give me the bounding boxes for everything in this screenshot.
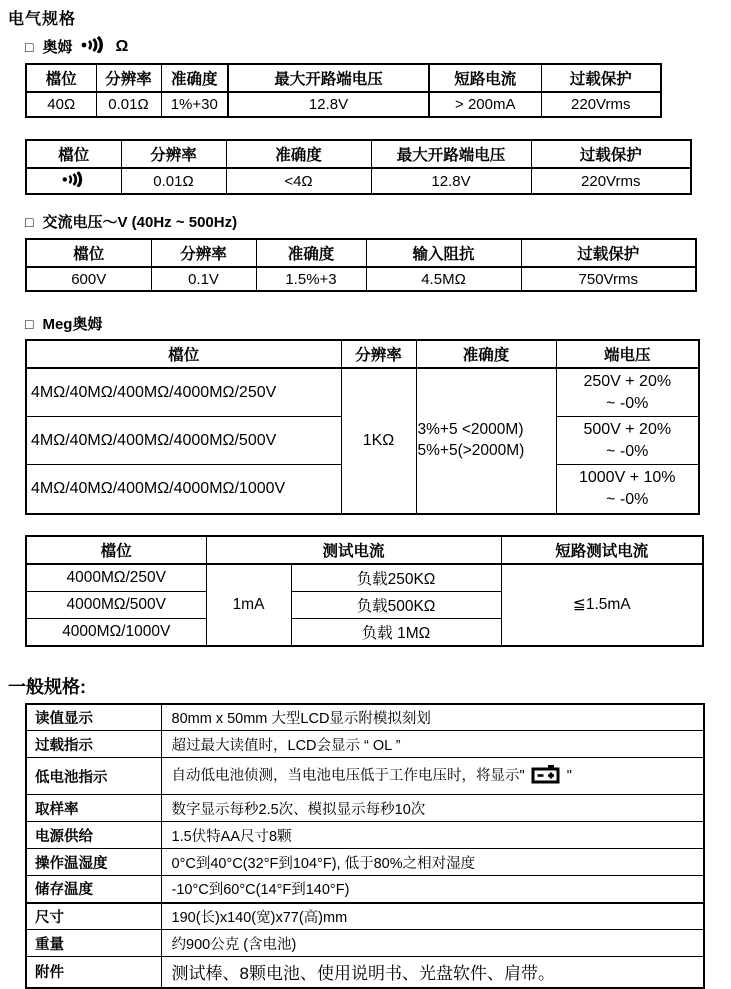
- cell-range: 600V: [26, 267, 151, 291]
- table-row: [26, 957, 704, 988]
- table-row: [26, 876, 704, 903]
- table-row: [26, 564, 703, 592]
- low-battery-text-prefix: 自动低电池侦测，当电池电压低于工作电压时，将显示": [171, 767, 525, 784]
- cell-range: 40Ω: [26, 92, 96, 117]
- cell-range: 4000MΩ/250V: [26, 564, 206, 592]
- voltage-line-1: 250V + 20%: [583, 373, 672, 390]
- cell-open-voltage: 12.8V: [228, 92, 429, 117]
- checkbox-square-icon: □: [25, 38, 34, 55]
- test-current-table: [25, 535, 704, 647]
- table-header-row: [26, 536, 703, 564]
- cell-load: 负载250KΩ: [291, 564, 501, 592]
- table-row: [26, 267, 696, 291]
- cell-accuracy: 1.5%+3: [256, 267, 366, 291]
- col-header: 过载保护: [541, 64, 661, 92]
- buzzer-icon: [62, 174, 85, 191]
- table-row: [26, 704, 704, 731]
- meg-spec-table: [25, 339, 700, 515]
- accuracy-line-2: 5%+5(>2000M): [417, 441, 525, 459]
- cell-accuracy: [416, 368, 556, 514]
- table-row: [26, 903, 704, 930]
- section-acv-label: 交流电压～V (40Hz ~ 500Hz): [42, 214, 238, 231]
- col-header: 短路电流: [429, 64, 541, 92]
- spec-label: 读值显示: [26, 704, 161, 731]
- cell-load: 负载 1MΩ: [291, 618, 501, 646]
- table-row: [26, 168, 691, 194]
- cell-range: 4000MΩ/500V: [26, 591, 206, 618]
- cell-resolution: 0.01Ω: [96, 92, 161, 117]
- cell-resolution: 1KΩ: [341, 368, 416, 514]
- col-header: 准确度: [226, 140, 371, 168]
- cell-short-current: > 200mA: [429, 92, 541, 117]
- col-header: 端电压: [556, 340, 699, 368]
- spec-value: 超过最大读值时，LCD会显示 “ OL ”: [161, 731, 704, 758]
- spec-label: 尺寸: [26, 903, 161, 930]
- continuity-spec-table: [25, 139, 692, 195]
- table-row: [26, 822, 704, 849]
- spec-value: 1.5伏特AA尺寸8颗: [161, 822, 704, 849]
- cell-range: 4MΩ/40MΩ/400MΩ/4000MΩ/1000V: [26, 465, 341, 514]
- col-header: 檔位: [26, 340, 341, 368]
- general-specs-table: [25, 703, 705, 989]
- cell-protection: 750Vrms: [521, 267, 696, 291]
- section-heading-ohm: [25, 36, 731, 57]
- col-header: 檔位: [26, 239, 151, 267]
- ohm-symbol: Ω: [115, 37, 129, 55]
- spec-label: 电源供给: [26, 822, 161, 849]
- ohm-spec-table: [25, 63, 662, 118]
- spec-label: 操作温湿度: [26, 849, 161, 876]
- accuracy-line-1: 3%+5 <2000M): [417, 420, 524, 438]
- spec-value: [161, 758, 704, 795]
- checkbox-square-icon: □: [25, 315, 34, 332]
- cell-load: 负载500KΩ: [291, 591, 501, 618]
- spec-label: 取样率: [26, 795, 161, 822]
- col-header: 过载保护: [521, 239, 696, 267]
- cell-short-test-current: ≦1.5mA: [501, 564, 703, 646]
- col-header: 分辨率: [341, 340, 416, 368]
- table-header-row: [26, 140, 691, 168]
- spec-label: 低电池指示: [26, 758, 161, 795]
- page-title: 电气规格: [8, 11, 77, 28]
- col-header: 测试电流: [206, 536, 501, 564]
- spec-value: 测试棒、8颗电池、使用说明书、光盘软件、肩带。: [161, 957, 704, 988]
- col-header: 分辨率: [121, 140, 226, 168]
- cell-range-buzzer: [26, 168, 121, 194]
- spec-value: 0°C到40°C(32°F到104°F), 低于80%之相对湿度: [161, 849, 704, 876]
- col-header: 短路测试电流: [501, 536, 703, 564]
- cell-range: 4MΩ/40MΩ/400MΩ/4000MΩ/250V: [26, 368, 341, 417]
- col-header: 檔位: [26, 536, 206, 564]
- col-header: 檔位: [26, 140, 121, 168]
- cell-test-current: 1mA: [206, 564, 291, 646]
- voltage-line-2: ~ -0%: [606, 490, 649, 508]
- checkbox-square-icon: □: [25, 213, 34, 230]
- col-header: 最大开路端电压: [371, 140, 531, 168]
- battery-low-icon: [531, 764, 561, 788]
- spec-value: 数字显示每秒2.5次、模拟显示每秒10次: [161, 795, 704, 822]
- table-row: [26, 795, 704, 822]
- col-header: 过载保护: [531, 140, 691, 168]
- table-row: [26, 731, 704, 758]
- cell-open-voltage: 12.8V: [371, 168, 531, 194]
- buzzer-icon: [81, 36, 106, 57]
- table-row: [26, 758, 704, 795]
- voltage-line-2: ~ -0%: [606, 394, 649, 412]
- table-row: [26, 930, 704, 957]
- spec-value: 约900公克 (含电池): [161, 930, 704, 957]
- spec-label: 重量: [26, 930, 161, 957]
- table-header-row: [26, 239, 696, 267]
- section-ohm-label: 奥姆: [42, 39, 73, 56]
- col-header: 最大开路端电压: [228, 64, 429, 92]
- cell-terminal-voltage: [556, 465, 699, 514]
- cell-impedance: 4.5MΩ: [366, 267, 521, 291]
- cell-terminal-voltage: [556, 368, 699, 417]
- cell-range: 4000MΩ/1000V: [26, 618, 206, 646]
- cell-protection: 220Vrms: [541, 92, 661, 117]
- col-header: 准确度: [416, 340, 556, 368]
- spec-label: 过载指示: [26, 731, 161, 758]
- voltage-line-2: ~ -0%: [606, 442, 649, 460]
- voltage-line-1: 1000V + 10%: [578, 469, 676, 487]
- table-header-row: [26, 64, 661, 92]
- col-header: 分辨率: [151, 239, 256, 267]
- table-row: [26, 849, 704, 876]
- cell-range: 4MΩ/40MΩ/400MΩ/4000MΩ/500V: [26, 417, 341, 465]
- cell-terminal-voltage: [556, 417, 699, 465]
- spec-label: 储存温度: [26, 876, 161, 903]
- spec-value: 190(长)x140(宽)x77(高)mm: [161, 903, 704, 930]
- cell-protection: 220Vrms: [531, 168, 691, 194]
- cell-accuracy: <4Ω: [226, 168, 371, 194]
- col-header: 分辨率: [96, 64, 161, 92]
- col-header: 输入阻抗: [366, 239, 521, 267]
- cell-accuracy: 1%+30: [161, 92, 228, 117]
- general-specs-title: 一般规格:: [8, 676, 86, 697]
- acv-spec-table: [25, 238, 697, 292]
- spec-value: -10°C到60°C(14°F到140°F): [161, 876, 704, 903]
- spec-label: 附件: [26, 957, 161, 988]
- voltage-line-1: 500V + 20%: [583, 421, 672, 439]
- section-meg-label: Meg奥姆: [42, 316, 103, 333]
- section-heading-meg: [25, 313, 731, 334]
- table-header-row: [26, 340, 699, 368]
- col-header: 准确度: [256, 239, 366, 267]
- spec-value: 80mm x 50mm 大型LCD显示附模拟刻划: [161, 704, 704, 731]
- table-row: [26, 92, 661, 117]
- cell-resolution: 0.01Ω: [121, 168, 226, 194]
- section-heading-acv: [25, 211, 731, 232]
- col-header: 准确度: [161, 64, 228, 92]
- cell-resolution: 0.1V: [151, 267, 256, 291]
- table-row: [26, 368, 699, 417]
- low-battery-text-suffix: ": [566, 767, 572, 784]
- col-header: 檔位: [26, 64, 96, 92]
